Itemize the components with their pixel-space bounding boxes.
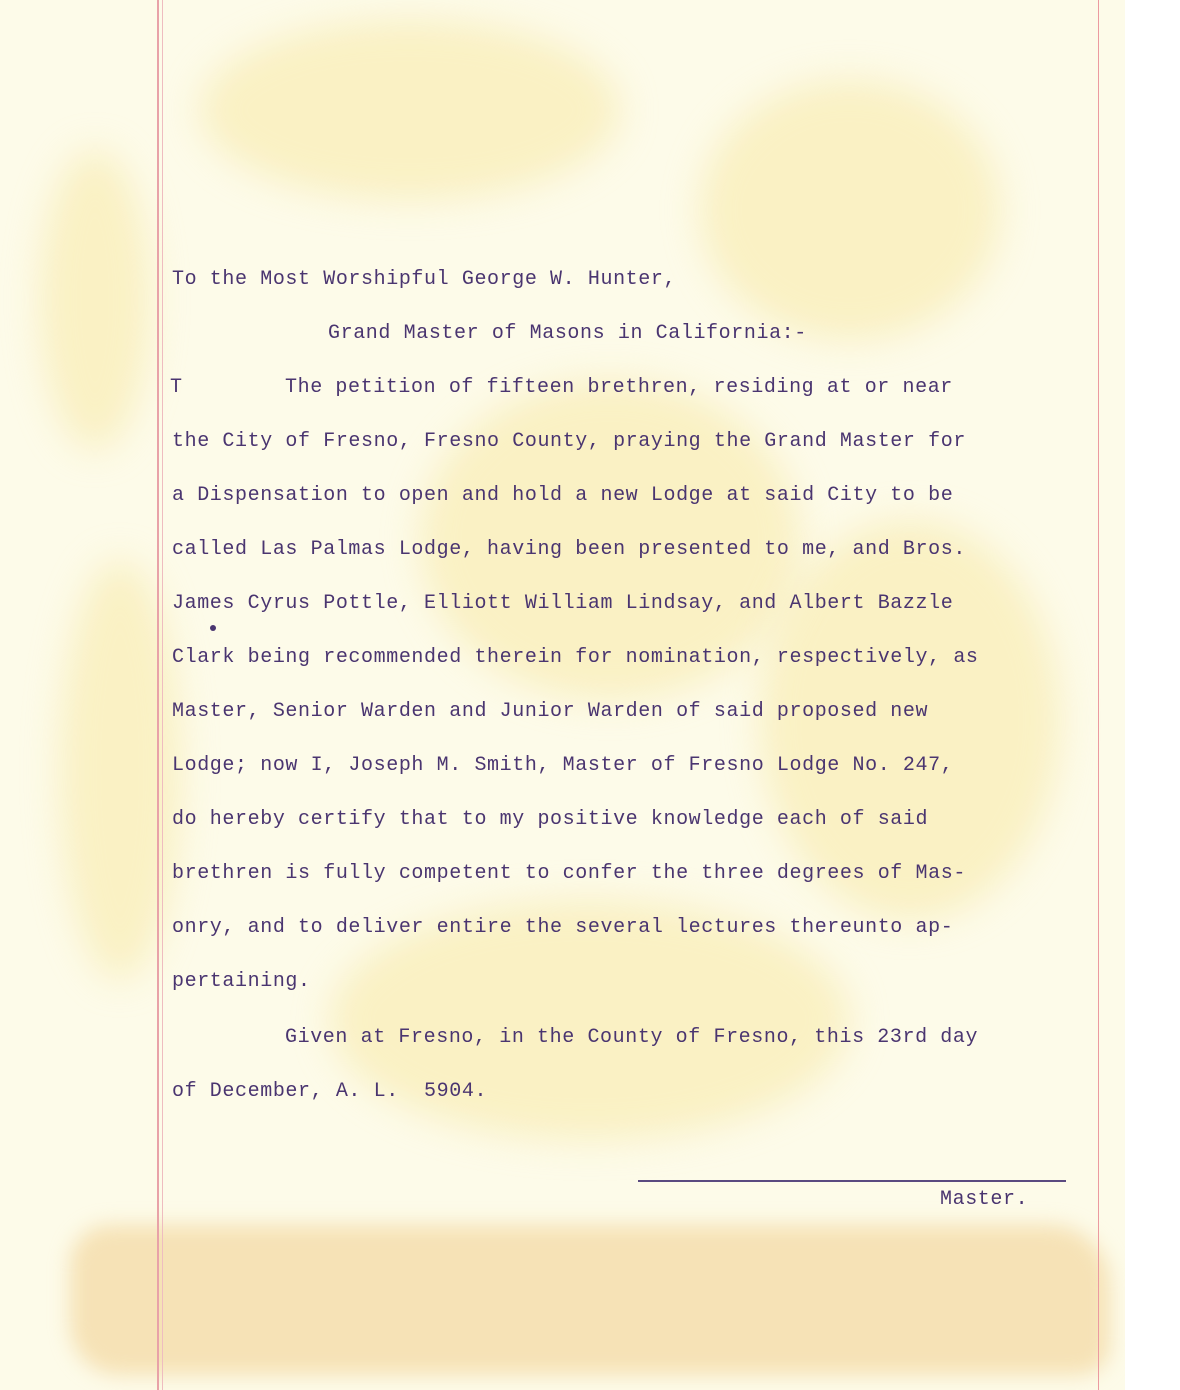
ink-dot [210,625,216,631]
margin-mark: T [170,376,183,399]
body-line: Lodge; now I, Joseph M. Smith, Master of Fresno Lodge No. 247, [172,754,954,777]
body-line: James Cyrus Pottle, Elliott William Lindsay, and Albert Bazzle [172,592,954,615]
body-line: called Las Palmas Lodge, having been presented to me, and Bros. [172,538,966,561]
salutation-line-2: Grand Master of Masons in California:- [328,322,807,345]
body-line: a Dispensation to open and hold a new Lodge at said City to be [172,484,954,507]
scan-border [1125,0,1180,1390]
signature-caption: Master. [940,1188,1029,1211]
given-line-1: Given at Fresno, in the County of Fresno, this 23rd day [285,1026,979,1049]
given-line-2: of December, A. L. 5904. [172,1080,488,1103]
body-line: Master, Senior Warden and Junior Warden of said proposed new [172,700,929,723]
salutation-line-1: To the Most Worshipful George W. Hunter, [172,268,677,291]
body-line: Clark being recommended therein for nomination, respectively, as [172,646,979,669]
body-line: brethren is fully competent to confer the three degrees of Mas- [172,862,966,885]
body-line: the City of Fresno, Fresno County, praying the Grand Master for [172,430,966,453]
body-line: The petition of fifteen brethren, residing at or near [285,376,953,399]
body-line: do hereby certify that to my positive knowledge each of said [172,808,929,831]
signature-line [638,1180,1066,1182]
body-line: pertaining. [172,970,311,993]
body-line: onry, and to deliver entire the several lectures thereunto ap- [172,916,954,939]
